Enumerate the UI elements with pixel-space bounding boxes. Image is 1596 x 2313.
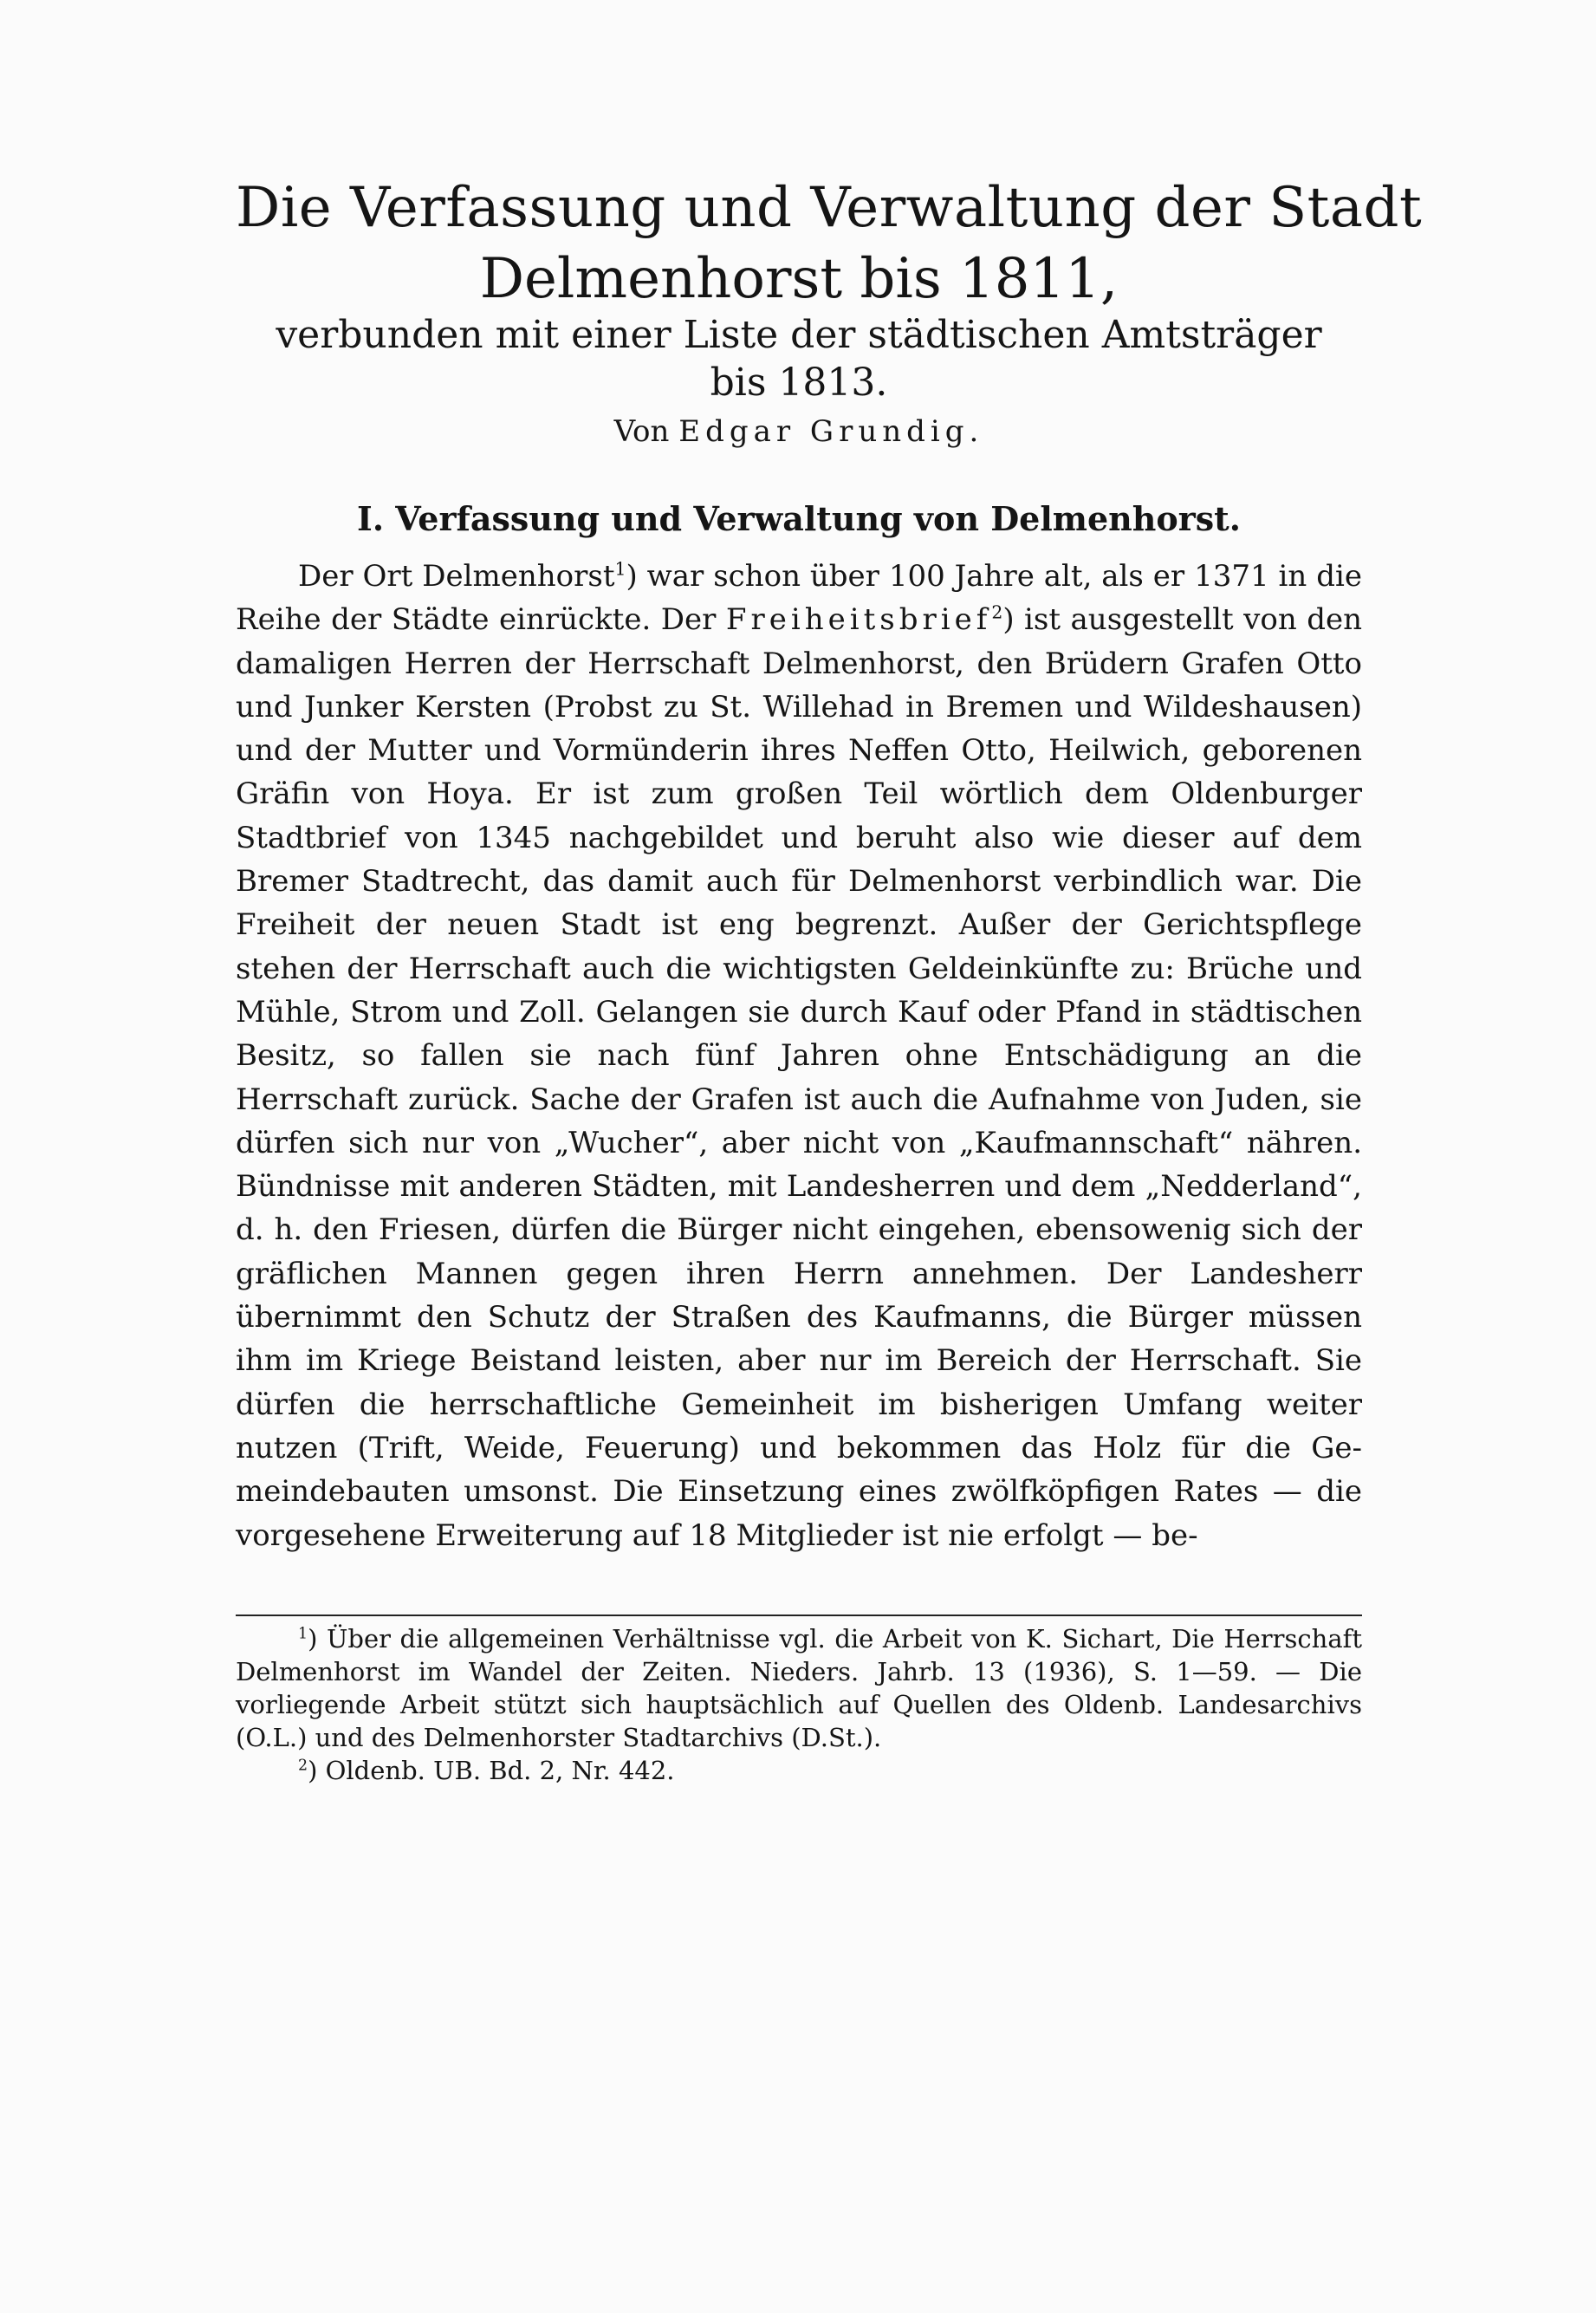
footnotes xyxy=(236,1622,1362,1787)
subtitle-line-1: verbunden mit einer Liste der städtischen Amtsträger xyxy=(276,313,1322,357)
footnote-ref-2: 2 xyxy=(991,601,1003,623)
body-paragraph xyxy=(236,555,1362,1557)
body-spaced-term: Freiheitsbrief xyxy=(725,602,992,638)
subtitle-line-2: bis 1813. xyxy=(710,361,888,405)
footnote-1 xyxy=(236,1622,1362,1754)
title-line-2: Delmenhorst bis 1811, xyxy=(479,247,1119,311)
footnote-2 xyxy=(236,1754,1362,1787)
body-segment-1: Der Ort Delmenhorst xyxy=(298,559,615,594)
footnote-1-mark: 1 xyxy=(298,1625,308,1643)
section-heading: I. Verfassung und Verwaltung von Delmenhorst. xyxy=(357,499,1241,538)
footnote-divider xyxy=(236,1615,1362,1616)
body-segment-3: ) ist ausgestellt von den damaligen Herren der Herrschaft Delmenhorst, den Brüdern Grafen Otto und Junker Kersten (Probst zu St. Willehad in Bremen und Wildeshausen) und der Mutter und Vormünderin ihres Neffen Otto, Heilwich, geborenen Gräfin von Hoya. Er ist zum großen Teil wörtlich dem Oldenburger Stadtbrief von 1345 nachgebildet und beruht also wie dieser auf dem Bremer Stadtrecht, das damit auch für Delmenhorst verbindlich war. Die Freiheit der neuen Stadt ist eng begrenzt. Außer der Gerichtspflege stehen der Herrschaft auch die wichtigsten Geldeinkünfte zu: Brüche und Mühle, Strom und Zoll. Gelangen sie durch Kauf oder Pfand in städtischen Besitz, so fallen sie nach fünf Jahren ohne Entschädigung an die Herrschaft zurück. Sache der Grafen ist auch die Aufnahme von Juden, sie dürfen sich nur von „Wucher“, aber nicht von „Kaufmannschaft“ nähren. Bündnisse mit anderen Städten, mit Landesherren und dem „Nedderland“, d. h. den Friesen, dürfen die Bürger nicht eingehen, ebensowenig sich der gräflichen Mannen gegen ihren Herrn annehmen. Der Landesherr übernimmt den Schutz der Straßen des Kaufmanns, die Bürger müssen ihm im Kriege Beistand leisten, aber nur im Bereich der Herrschaft. Sie dürfen die herrschaftliche Gemeinheit im bisherigen Umfang weiter nutzen (Trift, Weide, Feuerung) und bekommen das Holz für die Gemeindebauten umsonst. Die Einsetzung eines zwölfköpfigen Rates — die vorgesehene Erweiterung auf 18 Mitglieder ist nie erfolgt — be- xyxy=(236,602,1363,1553)
footnote-2-text: ) Oldenb. UB. Bd. 2, Nr. 442. xyxy=(308,1756,675,1785)
byline-author: Edgar Grundig. xyxy=(678,414,984,449)
title-line-1: Die Verfassung und Verwaltung der Stadt xyxy=(236,176,1423,240)
byline-prefix: Von xyxy=(613,414,670,449)
byline xyxy=(236,412,1362,452)
body-text xyxy=(236,555,1362,1557)
footnote-2-mark: 2 xyxy=(298,1757,308,1775)
footnote-1-text: ) Über die allgemeinen Verhältnisse vgl. die Arbeit von K. Sichart, Die Herrschaft Delmenhorst im Wandel der Zeiten. Nieders. Jahrb. 13 (1936), S. 1—59. — Die vorliegende Arbeit stützt sich hauptsächlich auf Quellen des Oldenb. Landesarchivs (O.L.) und des Delmenhorster Stadtarchivs (D.St.). xyxy=(236,1624,1362,1752)
footnote-ref-1: 1 xyxy=(614,558,626,580)
body-segment-2: ) war schon über 100 Jahre alt, als er 1371 in die Reihe der Städte einrückte. Der xyxy=(236,559,1362,638)
